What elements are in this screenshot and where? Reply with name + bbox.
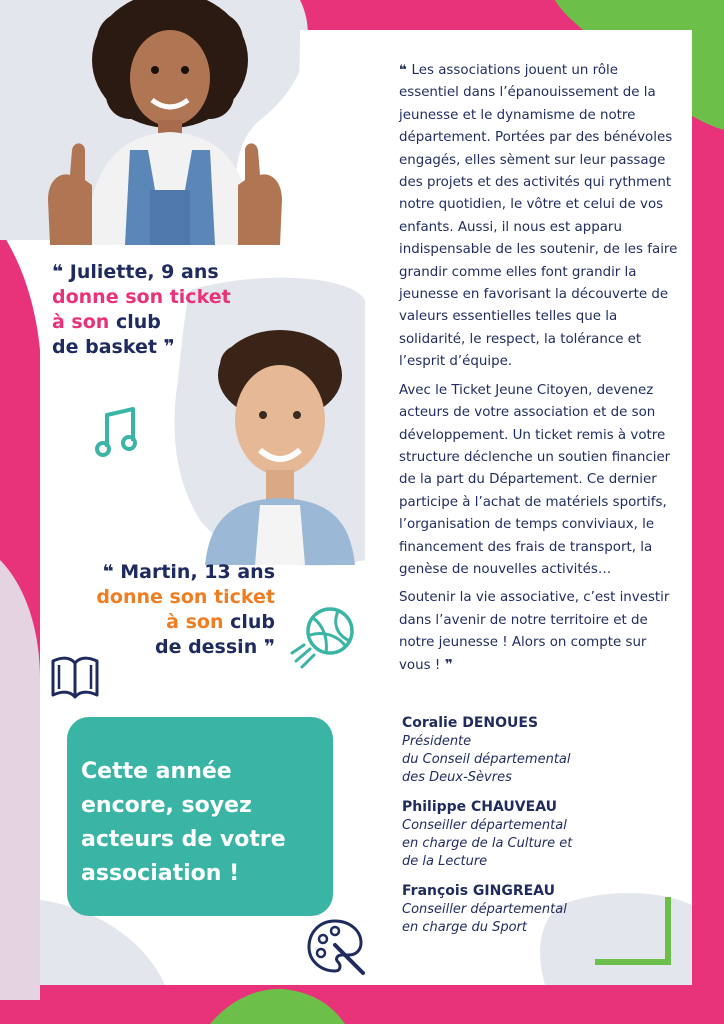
close-quote-icon: ❞ — [156, 336, 175, 358]
open-book-icon — [50, 655, 100, 701]
girl-thumbs-up-photo — [30, 0, 300, 245]
kid-line4: de basket — [52, 336, 157, 358]
signatory — [402, 798, 682, 871]
kid-line3-colored: à son — [166, 611, 224, 633]
kid-line2: donne son ticket — [96, 586, 275, 608]
signatory-role: en charge de la Culture et — [402, 836, 573, 851]
pink-frame-right — [692, 0, 724, 1024]
quote-paragraph: Avec le Ticket Jeune Citoyen, devenez acteurs de votre association et de son développement. Un ticket remis à votre structure déclenche un soutien financier de la part du Département. Ce dernier participe à l’achat de matériels sportifs, l’organisation de temps conviviaux, le financement des frais de transport, la genèse de nouvelles activités… — [399, 382, 671, 577]
kid-name: Juliette, 9 ans — [69, 261, 219, 283]
open-quote-icon: ❝ — [399, 63, 412, 78]
signatory-name: Philippe CHAUVEAU — [402, 799, 557, 815]
signatory-role: en charge du Sport — [402, 920, 527, 935]
close-quote-icon: ❞ — [257, 636, 275, 658]
signatory — [402, 882, 682, 937]
kid-line3-rest: club — [230, 611, 275, 633]
signatories — [402, 714, 682, 937]
signatory-role: Présidente — [402, 734, 472, 749]
quote-paragraph: Soutenir la vie associative, c’est investir dans l’avenir de notre territoire et de notre jeunesse ! Alors on compte sur vous ! ❞ — [399, 590, 670, 673]
kid-line2: donne son ticket — [52, 286, 231, 308]
open-quote-icon: ❝ — [52, 261, 70, 283]
close-quote-icon: ❞ — [440, 657, 453, 673]
signatory-role: du Conseil départemental — [402, 752, 571, 767]
signatory-name: François GINGREAU — [402, 883, 555, 899]
signatory-role: des Deux-Sèvres — [402, 770, 512, 785]
signatory-role: Conseiller départemental — [402, 818, 567, 833]
signatory-role: de la Lecture — [402, 854, 488, 869]
signatory-role: Conseiller départemental — [402, 902, 567, 917]
quote-body — [399, 60, 681, 683]
paint-palette-icon — [305, 915, 367, 977]
quote-paragraph: ❝ Les associations jouent un rôle essentiel dans l’épanouissement de la jeunesse et le dynamisme de notre département. Portées par des bénévoles engagés, elles sèment sur leur passage des projets et des activités qui rythment notre quotidien, le vôtre et celui de vos enfants. Aussi, il nous est apparu indispensable de les soutenir, de les faire grandir comme elles font grandir la jeunesse en favorisant la découverte de valeurs essentielles telles que la solidarité, le respect, la tolérance et l’esprit d’équipe. — [399, 63, 678, 370]
signatory — [402, 714, 682, 787]
kid-name: Martin, 13 ans — [120, 561, 275, 583]
pink-frame-bottom — [0, 985, 724, 1024]
kid-line3-rest: club — [115, 311, 161, 333]
kid-caption-martin — [60, 560, 275, 660]
music-note-icon — [95, 405, 140, 457]
open-quote-icon: ❝ — [102, 561, 121, 583]
signatory-name: Coralie DENOUES — [402, 715, 539, 731]
kid-line3-colored: à son — [52, 311, 110, 333]
kid-caption-juliette — [52, 260, 252, 360]
callout-text: Cette année encore, soyez acteurs de votre association ! — [81, 759, 286, 886]
volleyball-icon — [288, 603, 358, 673]
kid-line4: de dessin — [154, 636, 258, 658]
